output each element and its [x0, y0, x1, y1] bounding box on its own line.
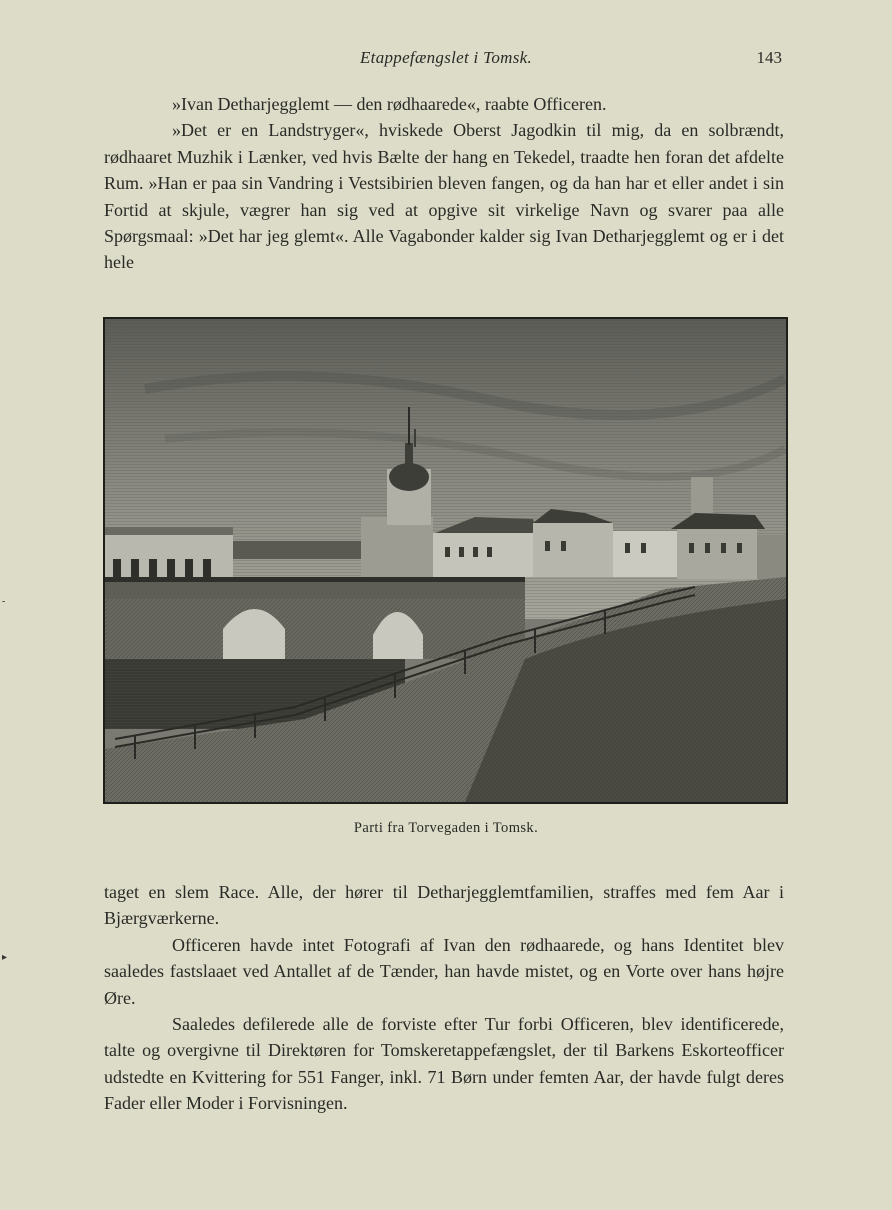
margin-mark: ▸: [2, 952, 8, 963]
paragraph: »Ivan Detharjegglemt — den rødhaarede«, raabte Officeren.: [172, 94, 607, 114]
engraving-illustration: [103, 317, 788, 804]
margin-mark: -: [2, 596, 6, 607]
paragraph: Saaledes defilerede alle de forviste efter Tur forbi Officeren, blev identificerede, talte og overgivne til Direktøren for Tomskeretappefængslet, der til Barkens Eskorteofficer udstedte en Kvittering for 551 Fanger, inkl. 71 Børn under femten Aar, der havde fulgt deres Fader eller Moder i Forvisningen.: [104, 1014, 784, 1114]
text-block-bottom: [104, 879, 784, 1117]
running-title: Etappefængslet i Tomsk.: [359, 48, 533, 67]
text-block-top: [104, 91, 784, 276]
paragraph: taget en slem Race. Alle, der hører til Detharjegglemtfamilien, straffes med fem Aar i Bjærgværkerne.: [104, 882, 784, 929]
engraving-image: [105, 319, 786, 802]
stone-bridge: [105, 577, 525, 659]
paragraph: Officeren havde intet Fotografi af Ivan den rødhaarede, og hans Identitet blev saaledes fastslaaet ved Antallet af de Tænder, han havde mistet, og en Vorte over hans højre Øre.: [104, 934, 784, 1008]
figure-caption: Parti fra Torvegaden i Tomsk.: [353, 820, 539, 836]
page-number: 143: [756, 48, 782, 67]
paragraph: »Det er en Landstryger«, hviskede Oberst Jagodkin til mig, da en solbrændt, rødhaaret Muzhik i Lænker, ved hvis Bælte der hang en Tekedel, traadte hen foran det afdelte Rum. »Han er paa sin Vandring i Vestsibirien bleven fangen, og da han har et eller andet i sin Fortid at skjule, vægrer han sig ved at opgive sit virkelige Navn og svarer paa alle Spørgsmaal: »Det har jeg glemt«. Alle Vagabonder kalder sig Ivan Detharjegglemt og er i det hele: [104, 120, 784, 273]
left-arcade-building: [105, 527, 233, 581]
